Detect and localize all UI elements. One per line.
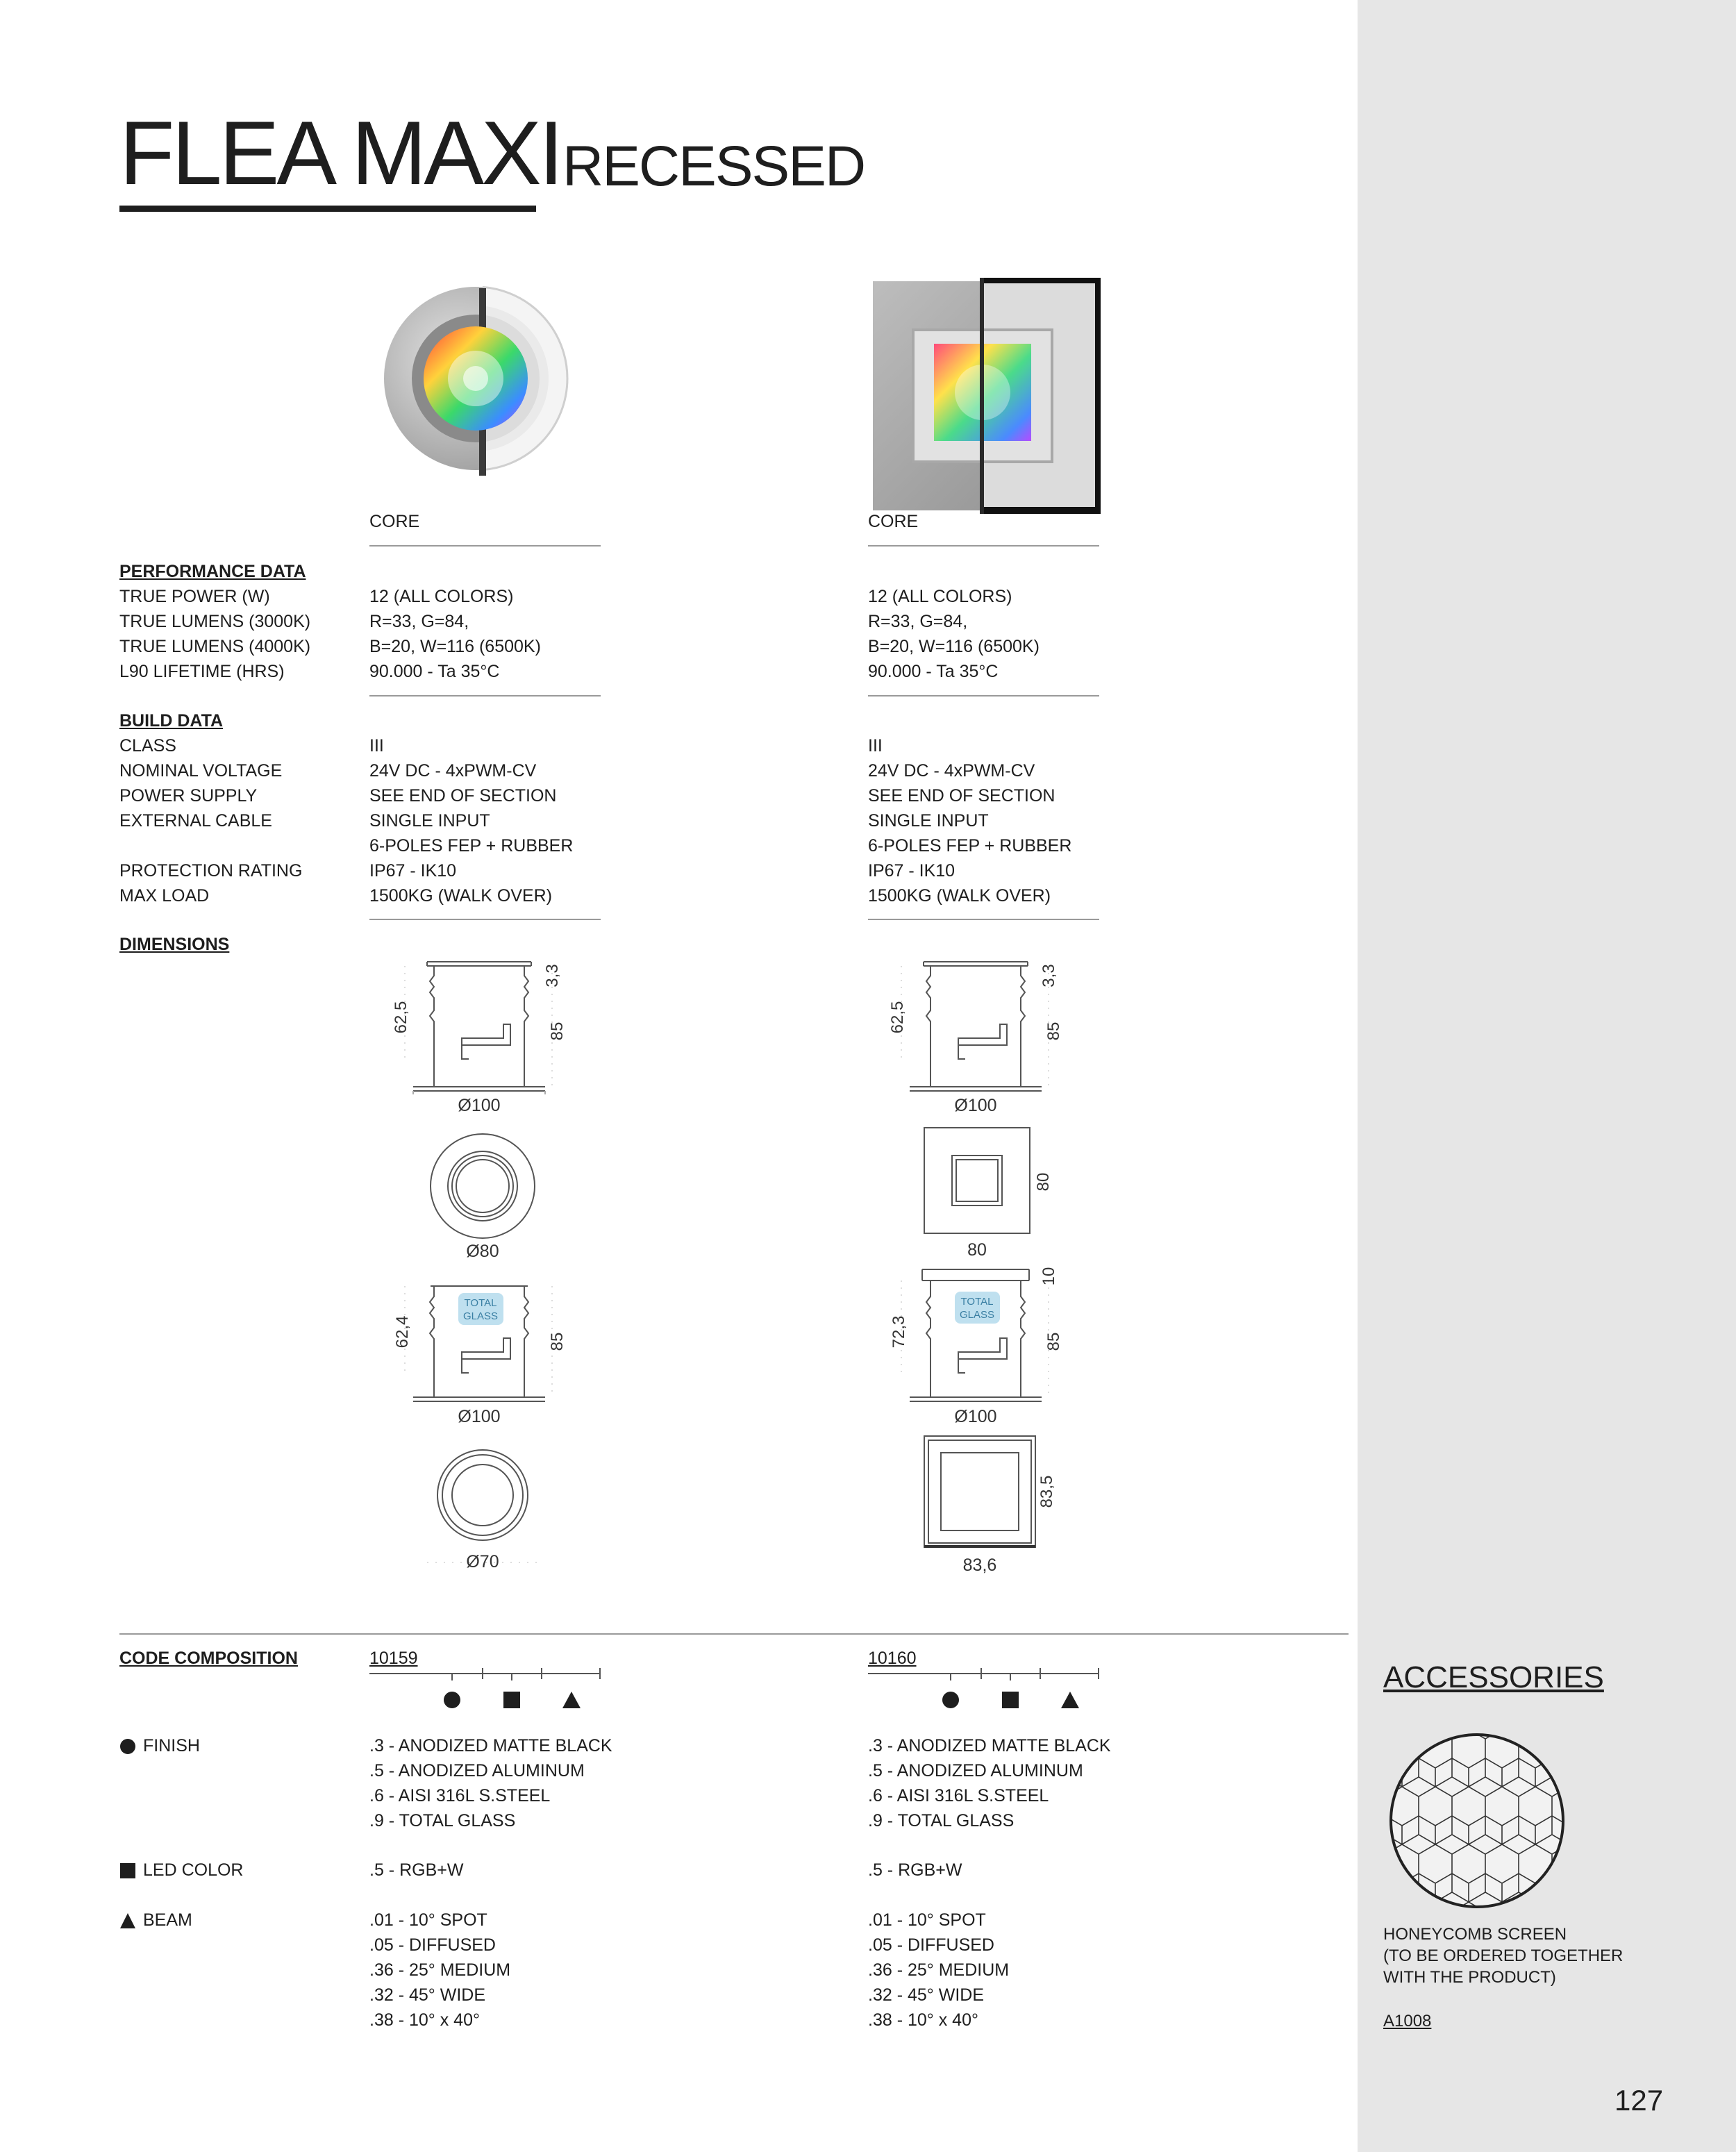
accessory-desc-line: (TO BE ORDERED TOGETHER: [1383, 1946, 1624, 1965]
beam-option: .36 - 25° MEDIUM: [369, 1960, 511, 1980]
build-heading: BUILD DATA: [119, 711, 224, 731]
dim-height-inner: 62,4: [393, 1315, 412, 1349]
value-voltage: 24V DC - 4xPWM-CV: [369, 761, 537, 781]
value-lifetime: 90.000 - Ta 35°C: [369, 662, 500, 681]
dim-width: 83,6: [962, 1555, 997, 1575]
dim-width: 80: [967, 1240, 987, 1260]
beam-label-row: [119, 1908, 192, 1933]
code-diagram-square: [868, 1665, 1104, 1714]
circle-icon: [119, 1738, 136, 1755]
dim-height-inner: 62,5: [888, 1001, 907, 1034]
led-color-options-square: [868, 1858, 962, 1883]
label-protection: PROTECTION RATING: [119, 861, 303, 881]
value-class: III: [868, 736, 883, 756]
value-lumens-3000k: R=33, G=84,: [369, 612, 469, 631]
finish-label: FINISH: [143, 1736, 200, 1755]
dim-diameter: Ø100: [458, 1407, 501, 1426]
label-lifetime: L90 LIFETIME (HRS): [119, 662, 285, 681]
label-true-power: TRUE POWER (W): [119, 587, 270, 606]
label-power-supply: POWER SUPPLY: [119, 786, 258, 806]
title-underline: [119, 206, 536, 212]
build-labels: [119, 733, 302, 908]
accessory-desc-line: WITH THE PRODUCT): [1383, 1968, 1556, 1987]
finish-option: .9 - TOTAL GLASS: [868, 1811, 1015, 1830]
variant-label-round: CORE: [369, 512, 420, 531]
dim-height-total: 85: [1044, 1332, 1063, 1351]
value-protection: IP67 - IK10: [868, 861, 955, 881]
beam-option: .32 - 45° WIDE: [868, 1985, 984, 2005]
beam-options-round: [369, 1908, 510, 2033]
label-lumens-3000k: TRUE LUMENS (3000K): [119, 612, 311, 631]
triangle-icon: [119, 1912, 136, 1929]
value-true-power: 12 (ALL COLORS): [868, 587, 1012, 606]
beam-option: .01 - 10° SPOT: [868, 1910, 986, 1930]
page-title: FLEA MAXI: [119, 102, 561, 203]
round-side-view-2: [385, 1265, 580, 1428]
led-color-label: LED COLOR: [143, 1860, 244, 1880]
dim-top: 10: [1040, 1267, 1058, 1286]
product-code-square: 10160: [868, 1649, 917, 1668]
value-power-supply: SEE END OF SECTION: [868, 786, 1055, 806]
beam-options-square: [868, 1908, 1009, 2033]
finish-option: .5 - ANODIZED ALUMINUM: [868, 1761, 1083, 1780]
build-values-square: [868, 733, 1071, 908]
dimensions-heading: DIMENSIONS: [119, 935, 230, 954]
dim-diameter: Ø100: [954, 1407, 997, 1426]
label-class: CLASS: [119, 736, 176, 756]
label-blank: [119, 833, 302, 858]
round-front-view-1: [417, 1131, 549, 1262]
beam-label: BEAM: [143, 1910, 192, 1930]
led-color-option: .5 - RGB+W: [369, 1860, 464, 1880]
value-max-load: 1500KG (WALK OVER): [369, 886, 553, 906]
finish-marker-icon: [942, 1692, 959, 1708]
divider: [369, 919, 601, 920]
total-glass-badge-line2: GLASS: [959, 1309, 995, 1321]
square-product-image: [871, 278, 1101, 514]
value-class: III: [369, 736, 384, 756]
total-glass-badge-line2: GLASS: [462, 1310, 499, 1322]
page-number: 127: [1614, 2084, 1664, 2117]
square-side-view-2: [882, 1265, 1076, 1428]
beam-option: .38 - 10° x 40°: [868, 2010, 978, 2030]
round-product-image: [375, 281, 583, 490]
dim-top: 3,3: [1040, 964, 1058, 987]
square-side-view-1: [882, 955, 1076, 1115]
beam-option: .38 - 10° x 40°: [369, 2010, 480, 2030]
value-protection: IP67 - IK10: [369, 861, 457, 881]
value-lumens-4000k: B=20, W=116 (6500K): [369, 637, 541, 656]
beam-marker-icon: [1061, 1692, 1079, 1708]
finish-option: .3 - ANODIZED MATTE BLACK: [868, 1736, 1111, 1755]
divider: [868, 919, 1099, 920]
beam-option: .36 - 25° MEDIUM: [868, 1960, 1010, 1980]
dim-height-inner: 72,3: [890, 1315, 908, 1349]
led-color-option: .5 - RGB+W: [868, 1860, 962, 1880]
beam-option: .05 - DIFFUSED: [369, 1935, 496, 1955]
value-power-supply: SEE END OF SECTION: [369, 786, 557, 806]
square-front-view-2: [913, 1431, 1066, 1580]
finish-marker-icon: [444, 1692, 460, 1708]
round-side-view-1: [385, 955, 580, 1115]
label-external-cable: EXTERNAL CABLE: [119, 811, 272, 831]
led-color-marker-icon: [1002, 1692, 1019, 1708]
total-glass-badge-line1: TOTAL: [464, 1297, 497, 1309]
square-icon: [119, 1862, 136, 1879]
finish-options-square: [868, 1733, 1111, 1833]
performance-values-square: [868, 584, 1040, 684]
accessories-title: ACCESSORIES: [1383, 1660, 1604, 1694]
build-values-round: [369, 733, 573, 908]
finish-option: .6 - AISI 316L S.STEEL: [868, 1786, 1049, 1805]
divider: [369, 695, 601, 697]
value-voltage: 24V DC - 4xPWM-CV: [868, 761, 1035, 781]
honeycomb-screen-icon: [1385, 1729, 1569, 1913]
label-max-load: MAX LOAD: [119, 886, 210, 906]
dim-diameter: Ø100: [458, 1096, 501, 1115]
value-lifetime: 90.000 - Ta 35°C: [868, 662, 999, 681]
performance-labels: [119, 584, 310, 684]
finish-option: .6 - AISI 316L S.STEEL: [369, 1786, 551, 1805]
performance-heading: PERFORMANCE DATA: [119, 562, 306, 581]
dim-diameter: Ø70: [466, 1552, 499, 1571]
value-lumens-4000k: B=20, W=116 (6500K): [868, 637, 1040, 656]
beam-option: .01 - 10° SPOT: [369, 1910, 487, 1930]
finish-label-row: [119, 1733, 200, 1758]
code-composition-heading: CODE COMPOSITION: [119, 1649, 298, 1668]
value-cable-poles: 6-POLES FEP + RUBBER: [868, 836, 1072, 856]
accessory-code-link[interactable]: A1008: [1383, 2012, 1432, 2030]
finish-option: .5 - ANODIZED ALUMINUM: [369, 1761, 585, 1780]
led-color-options-round: [369, 1858, 463, 1883]
beam-option: .05 - DIFFUSED: [868, 1935, 994, 1955]
dim-height-inner: 62,5: [392, 1001, 410, 1034]
beam-marker-icon: [562, 1692, 581, 1708]
variant-label-square: CORE: [868, 512, 919, 531]
finish-option: .3 - ANODIZED MATTE BLACK: [369, 1736, 612, 1755]
dim-height-total: 85: [548, 1332, 567, 1351]
finish-option: .9 - TOTAL GLASS: [369, 1811, 516, 1830]
value-cable-poles: 6-POLES FEP + RUBBER: [369, 836, 574, 856]
dim-diameter: Ø100: [954, 1096, 997, 1115]
dim-height: 80: [1034, 1172, 1053, 1192]
square-front-view-1: [913, 1125, 1066, 1264]
dim-height: 83,5: [1037, 1475, 1056, 1508]
page-subtitle: RECESSED: [562, 135, 865, 198]
value-external-cable: SINGLE INPUT: [369, 811, 490, 831]
performance-values-round: [369, 584, 541, 684]
label-voltage: NOMINAL VOLTAGE: [119, 761, 283, 781]
dim-diameter: Ø80: [466, 1242, 499, 1261]
value-external-cable: SINGLE INPUT: [868, 811, 989, 831]
led-color-marker-icon: [503, 1692, 520, 1708]
total-glass-badge-line1: TOTAL: [960, 1296, 994, 1308]
dim-top: 3,3: [543, 964, 562, 987]
product-code-round: 10159: [369, 1649, 418, 1668]
beam-option: .32 - 45° WIDE: [369, 1985, 485, 2005]
label-lumens-4000k: TRUE LUMENS (4000K): [119, 637, 311, 656]
accessory-description: [1383, 1924, 1623, 1988]
divider: [868, 695, 1099, 697]
section-divider: [119, 1633, 1349, 1635]
dim-height-total: 85: [548, 1021, 567, 1041]
led-color-label-row: [119, 1858, 243, 1883]
round-front-view-2: [424, 1448, 542, 1574]
divider: [369, 545, 601, 547]
divider: [868, 545, 1099, 547]
code-diagram-round: [369, 1665, 606, 1714]
dim-height-total: 85: [1044, 1021, 1063, 1041]
accessory-desc-line: HONEYCOMB SCREEN: [1383, 1925, 1567, 1944]
finish-options-round: [369, 1733, 612, 1833]
value-lumens-3000k: R=33, G=84,: [868, 612, 968, 631]
value-max-load: 1500KG (WALK OVER): [868, 886, 1051, 906]
value-true-power: 12 (ALL COLORS): [369, 587, 514, 606]
